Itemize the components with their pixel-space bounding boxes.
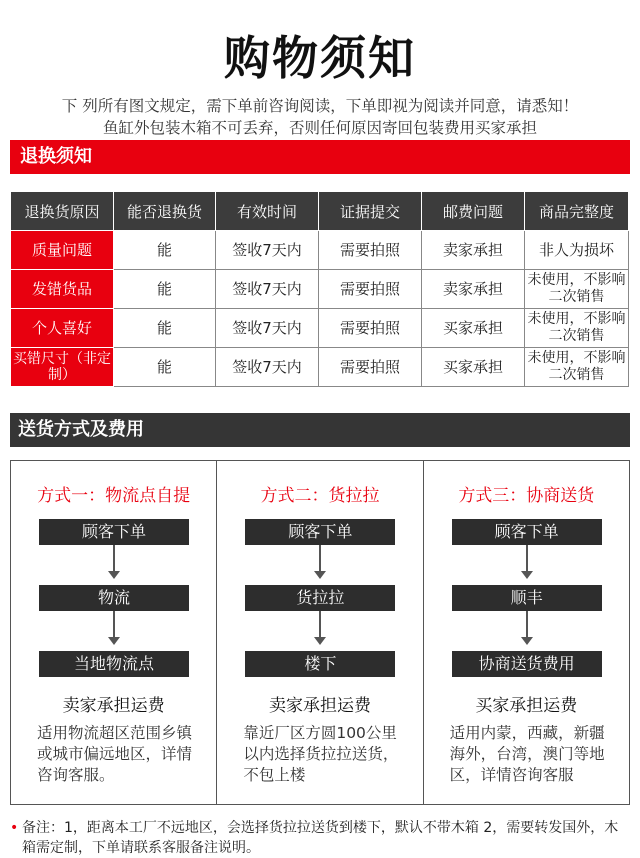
method-title: 方式一：物流点自提	[37, 486, 191, 506]
table-row	[11, 348, 629, 387]
method-cost: 买家承担运费	[475, 696, 578, 716]
header-postage: 邮费问题	[422, 192, 525, 231]
method-title: 方式二：货拉拉	[260, 486, 380, 506]
arrow-down-icon	[526, 545, 528, 577]
page-title: 购物须知	[224, 31, 416, 85]
evidence-cell: 需要拍照	[319, 270, 422, 309]
flow-step: 货拉拉	[245, 585, 395, 611]
intro-line-1: 下 列所有图文规定，需下单前咨询阅读，下单即视为阅读并同意，请悉知！	[61, 97, 579, 115]
return-policy-table	[10, 191, 629, 387]
return-section-header: 退换须知	[10, 140, 630, 174]
flow-step: 楼下	[245, 651, 395, 677]
flow-step: 顾客下单	[39, 519, 189, 545]
time-cell: 签收7天内	[216, 270, 319, 309]
time-cell: 签收7天内	[216, 348, 319, 387]
allowed-cell: 能	[114, 309, 216, 348]
delivery-method-1	[11, 461, 216, 804]
delivery-section-header: 送货方式及费用	[10, 413, 630, 447]
table-row	[11, 231, 629, 270]
flow-step: 协商送货费用	[452, 651, 602, 677]
arrow-down-icon	[113, 545, 115, 577]
evidence-cell: 需要拍照	[319, 348, 422, 387]
table-header-row	[11, 192, 629, 231]
method-cost: 卖家承担运费	[62, 696, 165, 716]
method-description: 靠近厂区方圆100公里以内选择货拉拉送货，不包上楼	[243, 724, 399, 784]
flow-step: 顾客下单	[452, 519, 602, 545]
flow-step: 顾客下单	[245, 519, 395, 545]
method-description: 适用物流超区范围乡镇或城市偏远地区，详情咨询客服。	[37, 724, 193, 784]
allowed-cell: 能	[114, 348, 216, 387]
delivery-methods	[10, 460, 630, 805]
time-cell: 签收7天内	[216, 309, 319, 348]
footnote-text: 备注：1，距离本工厂不远地区，会选择货拉拉送货到楼下，默认不带木箱 2，需要转发国外，木箱需定制，下单请联系客服备注说明。	[22, 820, 619, 856]
arrow-down-icon	[113, 611, 115, 643]
delivery-method-2	[216, 461, 422, 804]
condition-cell: 未使用，不影响二次销售	[525, 270, 629, 309]
arrow-down-icon	[319, 611, 321, 643]
postage-cell: 买家承担	[422, 309, 525, 348]
intro-line-2: 鱼缸外包装木箱不可丢弃，否则任何原因寄回包装费用买家承担	[102, 119, 537, 137]
method-cost: 卖家承担运费	[268, 696, 371, 716]
flow-step: 当地物流点	[39, 651, 189, 677]
condition-cell: 未使用，不影响二次销售	[525, 309, 629, 348]
table-row	[11, 309, 629, 348]
delivery-method-3	[423, 461, 629, 804]
header-evidence: 证据提交	[319, 192, 422, 231]
allowed-cell: 能	[114, 231, 216, 270]
reason-cell: 发错货品	[11, 270, 114, 309]
footnote	[10, 818, 622, 858]
evidence-cell: 需要拍照	[319, 309, 422, 348]
evidence-cell: 需要拍照	[319, 231, 422, 270]
reason-cell: 个人喜好	[11, 309, 114, 348]
postage-cell: 买家承担	[422, 348, 525, 387]
table-row	[11, 270, 629, 309]
reason-cell: 买错尺寸（非定制）	[11, 348, 114, 387]
allowed-cell: 能	[114, 270, 216, 309]
condition-cell: 未使用，不影响二次销售	[525, 348, 629, 387]
arrow-down-icon	[319, 545, 321, 577]
method-title: 方式三：协商送货	[458, 486, 595, 506]
postage-cell: 卖家承担	[422, 270, 525, 309]
header-time: 有效时间	[216, 192, 319, 231]
arrow-down-icon	[526, 611, 528, 643]
header-allowed: 能否退换货	[114, 192, 216, 231]
flow-step: 顺丰	[452, 585, 602, 611]
reason-cell: 质量问题	[11, 231, 114, 270]
header-reason: 退换货原因	[11, 192, 114, 231]
time-cell: 签收7天内	[216, 231, 319, 270]
flow-step: 物流	[39, 585, 189, 611]
postage-cell: 卖家承担	[422, 231, 525, 270]
bullet-dot-icon: •	[10, 820, 19, 836]
condition-cell: 非人为损坏	[525, 231, 629, 270]
header-condition: 商品完整度	[525, 192, 629, 231]
method-description: 适用内蒙，西藏，新疆海外，台湾，澳门等地区，详情咨询客服	[449, 724, 605, 784]
